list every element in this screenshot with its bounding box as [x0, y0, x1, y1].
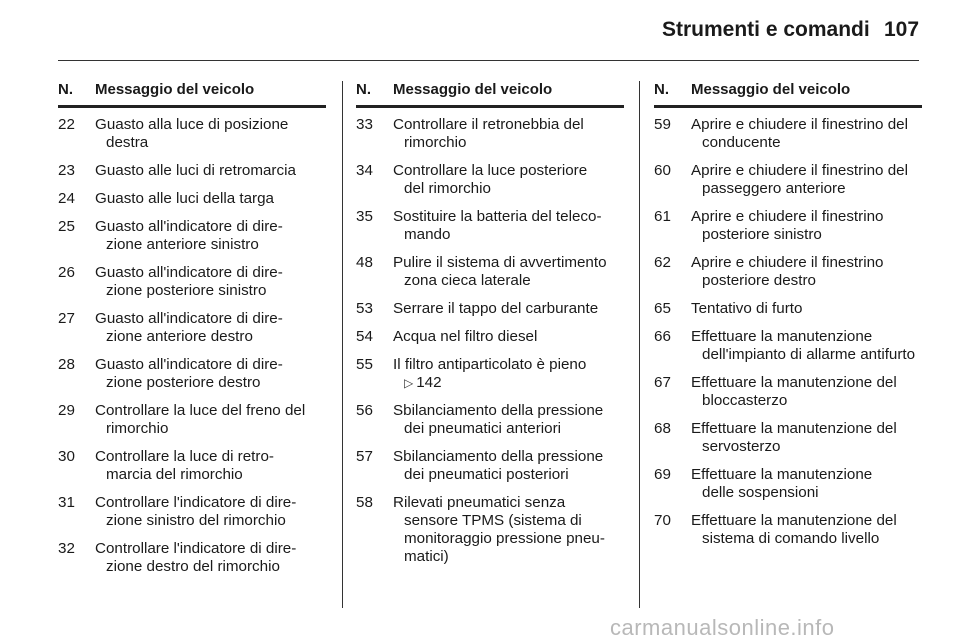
message-line: Aprire e chiudere il finestrino del [691, 116, 908, 133]
column-divider [342, 81, 343, 608]
message-line: Effettuare la manutenzione del [691, 374, 897, 391]
message-line: Guasto all'indicatore di dire- [95, 310, 283, 327]
table-row [58, 162, 326, 180]
message-text [95, 116, 326, 152]
message-line: Sostituire la batteria del teleco- [393, 208, 602, 225]
message-line: rimorchio [106, 420, 169, 437]
message-table-column-3 [654, 81, 922, 558]
message-number: 66 [654, 328, 671, 345]
message-number: 68 [654, 420, 671, 437]
message-text [691, 300, 922, 318]
message-line: sensore TPMS (sistema di [404, 512, 582, 529]
header-divider [58, 60, 919, 61]
message-text [393, 402, 624, 438]
table-row [356, 402, 624, 438]
message-number: 70 [654, 512, 671, 529]
header-message: Messaggio del veicolo [691, 81, 851, 98]
message-line: Controllare l'indicatore di dire- [95, 494, 297, 511]
message-text [95, 356, 326, 392]
table-row [654, 162, 922, 198]
table-row [58, 448, 326, 484]
message-line: zona cieca laterale [404, 272, 531, 289]
table-row [356, 300, 624, 318]
message-line: passeggero anteriore [702, 180, 846, 197]
message-line: Rilevati pneumatici senza [393, 494, 566, 511]
table-row [58, 494, 326, 530]
table-row [58, 218, 326, 254]
message-text [393, 162, 624, 198]
table-row [356, 448, 624, 484]
table-header [58, 81, 326, 108]
message-line: Controllare la luce di retro- [95, 448, 274, 465]
message-text [393, 494, 624, 566]
table-row [654, 420, 922, 456]
table-row [654, 512, 922, 548]
table-row [654, 328, 922, 364]
header-number: N. [58, 81, 73, 98]
message-line: marcia del rimorchio [106, 466, 243, 483]
message-line: Il filtro antiparticolato è pieno [393, 356, 587, 373]
message-line: Sbilanciamento della pressione [393, 448, 604, 465]
message-line: Serrare il tappo del carburante [393, 300, 599, 317]
header-number: N. [356, 81, 371, 98]
table-row [654, 300, 922, 318]
message-line: dell'impianto di allarme antifurto [702, 346, 916, 363]
message-number: 67 [654, 374, 671, 391]
message-number: 53 [356, 300, 373, 317]
table-row [58, 402, 326, 438]
message-text [393, 448, 624, 484]
message-line: Guasto all'indicatore di dire- [95, 356, 283, 373]
message-text [691, 254, 922, 290]
table-header [356, 81, 624, 108]
table-row [58, 540, 326, 576]
message-text [393, 356, 624, 392]
message-text [95, 162, 326, 180]
message-line: zione anteriore destro [106, 328, 253, 345]
message-line: Guasto alle luci della targa [95, 190, 274, 207]
table-row [356, 162, 624, 198]
reference-arrow-icon: ▷ [404, 376, 414, 390]
message-line [393, 374, 624, 392]
message-number: 31 [58, 494, 75, 511]
table-row [356, 356, 624, 392]
table-row [356, 116, 624, 152]
message-line: Controllare il retronebbia del [393, 116, 584, 133]
message-number: 65 [654, 300, 671, 317]
message-text [691, 466, 922, 502]
message-number: 26 [58, 264, 75, 281]
message-line: Controllare l'indicatore di dire- [95, 540, 297, 557]
message-line: posteriore sinistro [702, 226, 822, 243]
page-number: 107 [884, 18, 920, 41]
header-message: Messaggio del veicolo [393, 81, 553, 98]
message-line: Guasto all'indicatore di dire- [95, 264, 283, 281]
table-row [58, 356, 326, 392]
table-row [58, 310, 326, 346]
message-line: zione posteriore sinistro [106, 282, 267, 299]
message-line: dei pneumatici posteriori [404, 466, 569, 483]
message-line: Aprire e chiudere il finestrino del [691, 162, 908, 179]
message-line: Effettuare la manutenzione del [691, 420, 897, 437]
message-number: 35 [356, 208, 373, 225]
message-text [393, 116, 624, 152]
message-line: zione anteriore sinistro [106, 236, 259, 253]
message-table-column-2 [356, 81, 624, 576]
column-divider [639, 81, 640, 608]
message-number: 30 [58, 448, 75, 465]
message-number: 24 [58, 190, 75, 207]
table-header [654, 81, 922, 108]
message-number: 33 [356, 116, 373, 133]
message-text [393, 300, 624, 318]
table-row [654, 374, 922, 410]
message-text [95, 218, 326, 254]
message-line: Guasto alla luce di posizione [95, 116, 289, 133]
message-line: posteriore destro [702, 272, 816, 289]
message-number: 62 [654, 254, 671, 271]
message-line: Controllare la luce del freno del [95, 402, 306, 419]
table-row [58, 116, 326, 152]
message-text [691, 328, 922, 364]
message-text [691, 420, 922, 456]
message-line: Controllare la luce posteriore [393, 162, 588, 179]
message-line: servosterzo [702, 438, 781, 455]
message-text [95, 190, 326, 208]
message-text [393, 208, 624, 244]
table-row [356, 494, 624, 566]
message-number: 22 [58, 116, 75, 133]
message-text [95, 494, 326, 530]
message-line: Guasto all'indicatore di dire- [95, 218, 283, 235]
message-line: Guasto alle luci di retromarcia [95, 162, 296, 179]
message-number: 25 [58, 218, 75, 235]
watermark: carmanualsonline.info [610, 615, 835, 640]
message-line: Effettuare la manutenzione [691, 328, 873, 345]
message-line: monitoraggio pressione pneu- [404, 530, 605, 547]
table-row [654, 116, 922, 152]
message-text [691, 162, 922, 198]
message-text [95, 310, 326, 346]
message-line: zione sinistro del rimorchio [106, 512, 286, 529]
message-text [691, 374, 922, 410]
message-text [95, 448, 326, 484]
message-line: rimorchio [404, 134, 467, 151]
message-number: 34 [356, 162, 373, 179]
message-number: 55 [356, 356, 373, 373]
message-line: Effettuare la manutenzione del [691, 512, 897, 529]
message-text [95, 402, 326, 438]
message-number: 54 [356, 328, 373, 345]
message-number: 27 [58, 310, 75, 327]
message-line: Aprire e chiudere il finestrino [691, 254, 884, 271]
table-row [356, 208, 624, 244]
message-line: Aprire e chiudere il finestrino [691, 208, 884, 225]
table-row [654, 466, 922, 502]
message-number: 32 [58, 540, 75, 557]
table-row [58, 190, 326, 208]
table-row [654, 208, 922, 244]
message-text [393, 254, 624, 290]
message-number: 59 [654, 116, 671, 133]
message-text [691, 116, 922, 152]
message-line: delle sospensioni [702, 484, 819, 501]
message-line: del rimorchio [404, 180, 491, 197]
message-line: Effettuare la manutenzione [691, 466, 873, 483]
message-line: Acqua nel filtro diesel [393, 328, 538, 345]
header-message: Messaggio del veicolo [95, 81, 255, 98]
message-line: matici) [404, 548, 449, 565]
message-line: mando [404, 226, 451, 243]
message-number: 61 [654, 208, 671, 225]
message-line: Pulire il sistema di avvertimento [393, 254, 607, 271]
message-text [691, 512, 922, 548]
table-row [654, 254, 922, 290]
message-line: bloccasterzo [702, 392, 788, 409]
message-number: 60 [654, 162, 671, 179]
message-table-column-1 [58, 81, 326, 586]
message-number: 23 [58, 162, 75, 179]
message-text [691, 208, 922, 244]
table-row [356, 254, 624, 290]
message-text [95, 264, 326, 300]
message-line: destra [106, 134, 149, 151]
table-row [58, 264, 326, 300]
message-number: 29 [58, 402, 75, 419]
message-number: 56 [356, 402, 373, 419]
message-number: 48 [356, 254, 373, 271]
message-text [393, 328, 624, 346]
message-number: 58 [356, 494, 373, 511]
message-line: Sbilanciamento della pressione [393, 402, 604, 419]
page-title: Strumenti e comandi [662, 18, 870, 41]
message-line: sistema di comando livello [702, 530, 880, 547]
header-number: N. [654, 81, 669, 98]
message-text [95, 540, 326, 576]
message-line: zione destro del rimorchio [106, 558, 280, 575]
message-number: 57 [356, 448, 373, 465]
message-line: Tentativo di furto [691, 300, 803, 317]
message-line: conducente [702, 134, 781, 151]
table-row [356, 328, 624, 346]
message-number: 69 [654, 466, 671, 483]
message-line: zione posteriore destro [106, 374, 261, 391]
message-number: 28 [58, 356, 75, 373]
page-reference: 142 [416, 374, 442, 391]
message-line: dei pneumatici anteriori [404, 420, 562, 437]
